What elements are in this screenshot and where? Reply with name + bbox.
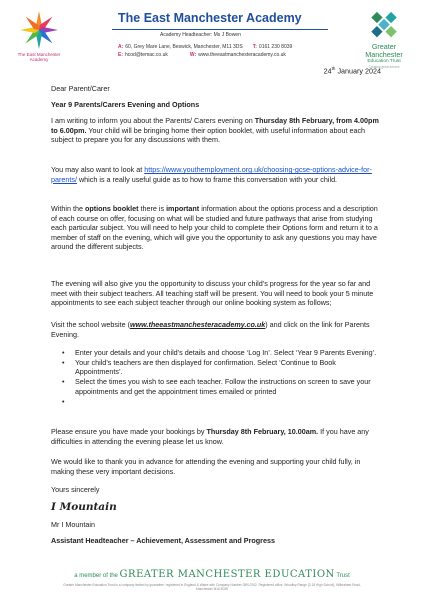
trust-name-line-1: Greater <box>371 42 397 51</box>
email-label: E: <box>118 52 123 58</box>
trust-subtitle: Education Trust <box>367 59 401 64</box>
paragraph-5 <box>51 320 381 339</box>
paragraph-2 <box>51 165 381 184</box>
list-item: • Enter your details and your child’s details and choose ‘Log In’. Select ‘Year 9 Parents Evening’. <box>62 348 377 357</box>
step-3-text: Select the times you wish to see each teacher. Follow the instructions on screen to save your appointments and get the appointment times emailed or printed <box>75 377 371 396</box>
p3-text-a: Within the <box>51 204 85 213</box>
p3-bold-booklet: options booklet <box>84 204 139 213</box>
paragraph-3 <box>51 204 381 252</box>
address-text: 60, Grey Mare Lane, Beswick, Manchester, M11 3DS <box>125 44 243 50</box>
p3-text-b: there is <box>138 204 167 213</box>
p1-bold: Thursday 8th February, from 4.00pm to 6.00pm. <box>51 116 379 135</box>
step-2-text: Your child’s teachers are then displayed for confirmation. Select ‘Continue to Book Appointments’. <box>75 357 336 377</box>
list-item: • Select the times you wish to see each teacher. Follow the instructions on screen to save your appointments and get the appointment times emailed or printed <box>62 377 371 396</box>
footer-suffix: Trust <box>334 573 350 579</box>
paragraph-7: We would like to thank you in advance for attending the evening and supporting your child fully, in making these very important decisions. <box>51 457 361 476</box>
p2-text-b: which is a really useful guide as to how to frame this conversation with your child. <box>76 174 338 184</box>
closing: Yours sincerely <box>51 485 100 494</box>
step-1-text: Enter your details and your child’s details and choose ‘Log In’. Select ‘Year 9 Parents Evening’. <box>75 348 377 357</box>
letter-date <box>324 66 381 75</box>
p2-text-a: You may also want to look at <box>51 165 145 174</box>
school-name: The East Manchester Academy <box>118 11 302 25</box>
academy-logo-caption: The East Manchester Academy <box>17 52 61 62</box>
contact-row-1 <box>118 44 292 50</box>
trust-diamond-icon <box>352 10 416 42</box>
date-rest: January 2024 <box>337 66 381 76</box>
youth-employment-link[interactable]: https://www.youthemployment.org.uk/choosing-gcse-options-advice-for-parents/ <box>51 165 372 184</box>
list-item: • <box>62 396 65 406</box>
headteacher-line: Academy Headteacher: Ms J Bowen <box>160 32 241 38</box>
letter-subject: Year 9 Parents/Carers Evening and Options <box>51 100 200 109</box>
paragraph-4: The evening will also give you the opportunity to discuss your child’s progress for the year so far and meet with their subject teachers. All teaching staff will be present. You will need to book your 5 minute appointments to see each subject teacher through our online booking system as follows; <box>51 279 374 308</box>
p3-bold-important: important <box>166 204 200 213</box>
signer-role: Assistant Headteacher – Achievement, Assessment and Progress <box>51 536 275 545</box>
trust-name <box>352 43 416 58</box>
p1-text-b: Your child will be bringing home their option booklet, with useful information about each subject to prepare you for any discussions with them. <box>51 125 366 145</box>
salutation: Dear Parent/Carer <box>51 84 110 93</box>
web-text[interactable]: www.theeastmanchesteracademy.co.uk <box>198 52 286 58</box>
p5-text-a: Visit the school website ( <box>51 320 130 329</box>
paragraph-1 <box>51 116 381 145</box>
web-label: W: <box>189 52 197 58</box>
p6-text-b: If you have any difficulties in attending the evening please let us know. <box>51 427 369 446</box>
date-suffix: th <box>331 66 336 71</box>
tel-label: T: <box>252 44 257 50</box>
trust-membership-footer <box>0 569 424 580</box>
p5-text-b: ) and click on the link for Parents Evening. <box>51 320 370 339</box>
paragraph-6 <box>51 427 381 446</box>
trust-name-line-2: Manchester <box>365 49 403 59</box>
p6-bold-deadline: Thursday 8th February, 10.00am. <box>206 427 319 436</box>
address-label: A: <box>118 44 124 50</box>
trust-logo <box>352 10 416 72</box>
p6-text-a: Please ensure you have made your bookings by <box>51 427 207 436</box>
p3-text-c: information about the options process and a description of each course on offer, focusing on what will be studied and future pathways that arise from studying each particular subject. You will need to help your child to complete their Options form and return it to a member of staff on the evening, which will give you the opportunity to ask any questions you may have around the different subjects. <box>51 204 378 252</box>
header-divider <box>112 29 328 30</box>
date-day: 24 <box>323 66 332 76</box>
tel-text: 0161 230 8039 <box>258 44 293 50</box>
signature: I Mountain <box>51 501 117 513</box>
academy-logo <box>8 8 70 68</box>
footer-trust-name: GREATER MANCHESTER EDUCATION <box>119 569 335 580</box>
contact-row-2 <box>118 52 286 58</box>
signer-name: Mr I Mountain <box>51 520 95 529</box>
footer-prefix: a member of the <box>74 573 120 579</box>
footer-legal-text: Greater Manchester Education Trust is a company limited by guarantee, registered in England & Wales with Company Number 08913762. Registered office: Woodley Range (3-18 High School), Wilbraham Road, Manchester M16 8GW <box>63 583 361 592</box>
trust-tagline: Creating great futures <box>368 65 400 69</box>
booking-steps-list <box>51 348 381 406</box>
academy-star-icon <box>8 8 70 52</box>
school-website-link[interactable]: www.theeastmanchesteracademy.co.uk <box>129 320 266 329</box>
p1-text-a: I am writing to inform you about the Parents/ Carers evening on <box>51 116 255 125</box>
list-item: • Your child’s teachers are then displayed for confirmation. Select ‘Continue to Book Appointments’. <box>62 357 336 377</box>
email-text[interactable]: hcod@temac.co.uk <box>125 52 168 58</box>
